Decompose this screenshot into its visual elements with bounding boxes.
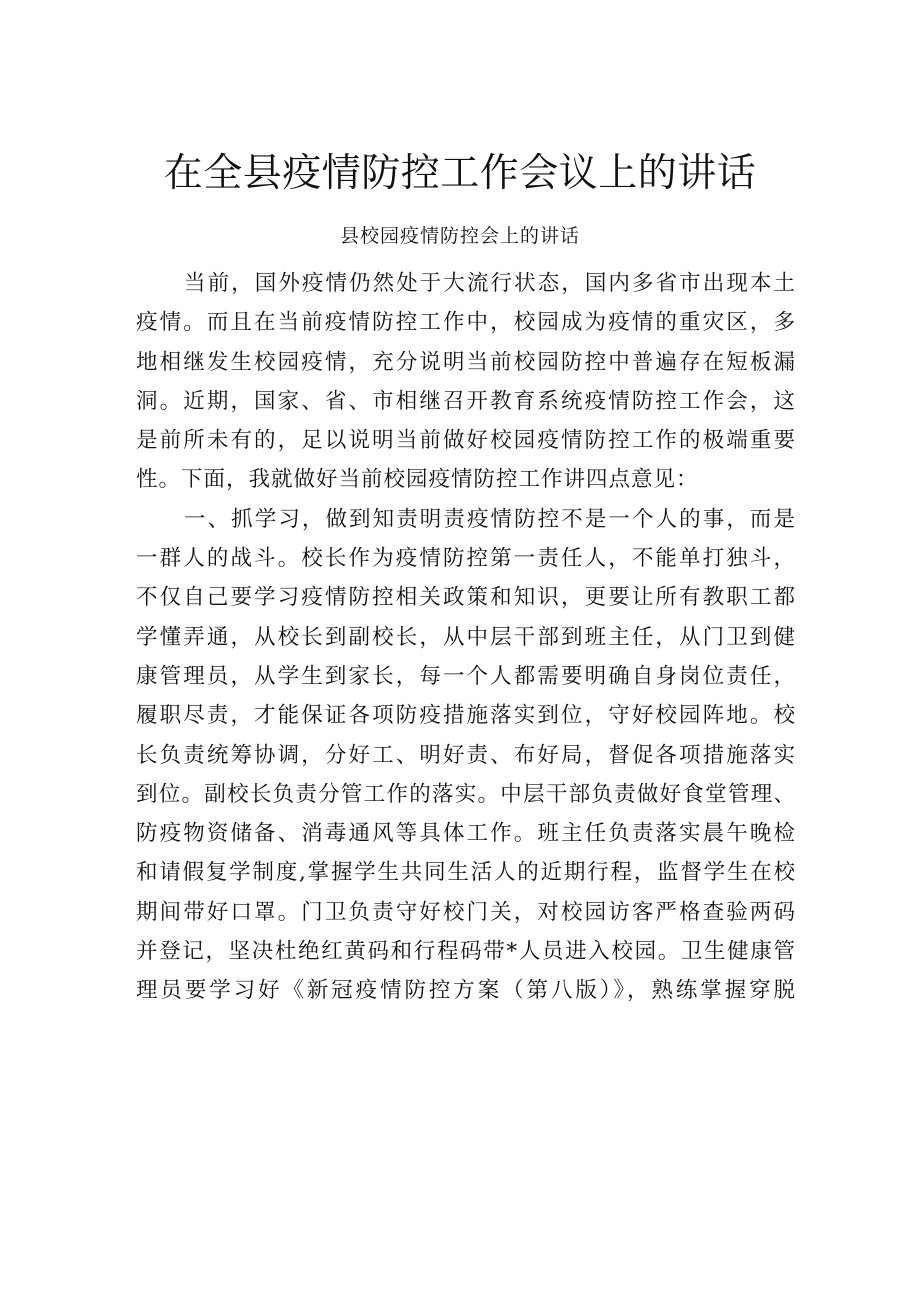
paragraph-2-line: 长负责统筹协调，分好工、明好责、布好局，督促各项措施落实 — [136, 742, 796, 768]
paragraph-2-line: 履职尽责，才能保证各项防疫措施落实到位，守好校园阵地。校 — [136, 703, 796, 729]
paragraph-1-line: 当前，国外疫情仍然处于大流行状态，国内多省市出现本土 — [184, 271, 796, 296]
paragraph-2-line: 一、抓学习，做到知责明责疫情防控不是一个人的事，而是 — [184, 506, 796, 532]
paragraph-1-line: 地相继发生校园疫情，充分说明当前校园防控中普遍存在短板漏 — [136, 349, 796, 375]
paragraph-2-line: 到位。副校长负责分管工作的落实。中层干部负责做好食堂管理、 — [136, 781, 796, 807]
paragraph-2-line: 理员要学习好《新冠疫情防控方案（第八版）》，熟练掌握穿脱 — [136, 978, 796, 1004]
document-subtitle: 县校园疫情防控会上的讲话 — [339, 225, 580, 247]
document-body — [136, 264, 796, 1011]
paragraph-1-line: 是前所未有的，足以说明当前做好校园疫情防控工作的极端重要 — [136, 428, 796, 454]
paragraph-2-line: 并登记，坚决杜绝红黄码和行程码带*人员进入校园。卫生健康管 — [136, 939, 796, 965]
paragraph-2-line: 康管理员，从学生到家长，每一个人都需要明确自身岗位责任， — [136, 663, 796, 689]
paragraph-1-line: 洞。近期，国家、省、市相继召开教育系统疫情防控工作会，这 — [136, 388, 796, 414]
paragraph-2-line: 不仅自己要学习疫情防控相关政策和知识，更要让所有教职工都 — [136, 585, 796, 611]
paragraph-2-line: 一群人的战斗。校长作为疫情防控第一责任人，不能单打独斗， — [136, 546, 796, 572]
paragraph-1-line: 性。下面，我就做好当前校园疫情防控工作讲四点意见： — [136, 467, 699, 493]
document-title: 在全县疫情防控工作会议上的讲话 — [163, 151, 757, 196]
paragraph-2-line: 防疫物资储备、消毒通风等具体工作。班主任负责落实晨午晚检 — [136, 821, 796, 847]
paragraph-2-line: 学懂弄通，从校长到副校长，从中层干部到班主任，从门卫到健 — [136, 624, 796, 650]
paragraph-1-line: 疫情。而且在当前疫情防控工作中，校园成为疫情的重灾区，多 — [136, 310, 796, 336]
paragraph-2-line: 期间带好口罩。门卫负责守好校门关，对校园访客严格查验两码 — [136, 899, 796, 925]
paragraph-2-line: 和请假复学制度,掌握学生共同生活人的近期行程，监督学生在校 — [136, 860, 796, 886]
